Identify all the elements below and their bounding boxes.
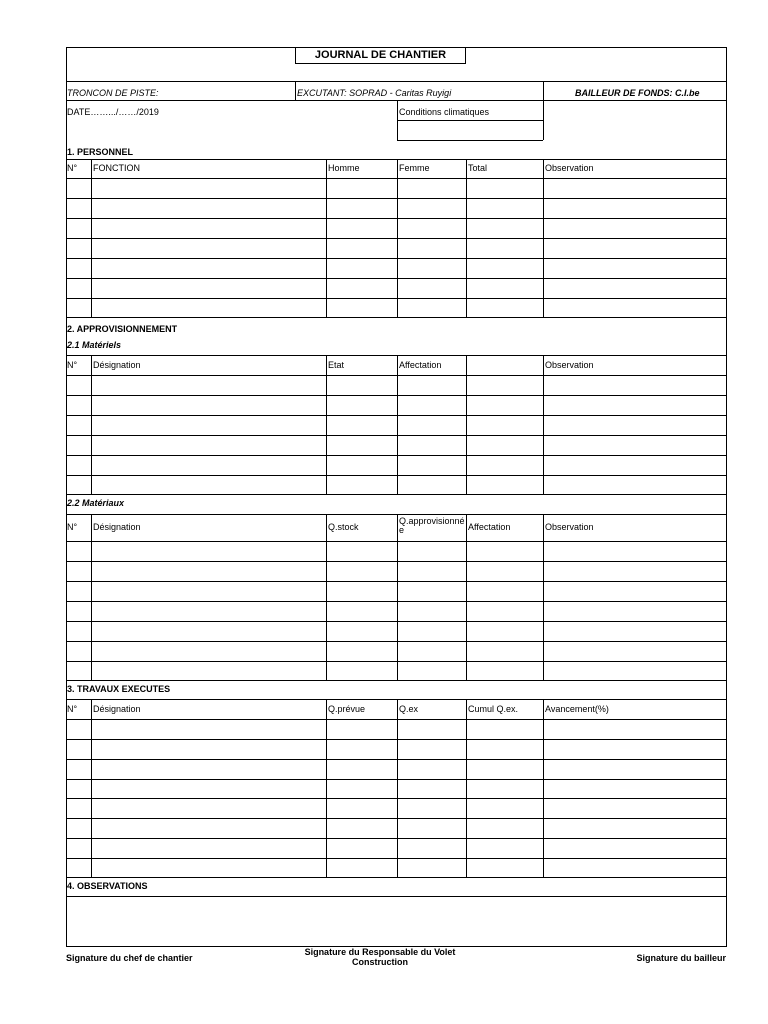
section-personnel-heading: 1. PERSONNEL xyxy=(67,147,134,157)
col-header-no: N° xyxy=(67,360,78,370)
divider xyxy=(397,140,543,141)
col-header-q-ex: Q.ex xyxy=(399,704,419,714)
col-header-fonction: FONCTION xyxy=(93,163,140,173)
col-header-avancement: Avancement(%) xyxy=(545,704,609,714)
col-header-observation: Observation xyxy=(545,360,594,370)
col-header-etat: Etat xyxy=(328,360,345,370)
date-field: DATE…….../……/2019 xyxy=(67,107,159,117)
col-header-homme: Homme xyxy=(328,163,360,173)
executant-label: EXCUTANT: SOPRAD - Caritas Ruyigi xyxy=(297,88,452,98)
section-observations-heading: 4. OBSERVATIONS xyxy=(67,881,148,891)
signature-bailleur-label: Signature du bailleur xyxy=(636,953,726,963)
observations-area xyxy=(67,897,726,946)
col-header-q-approvisionnee: Q.approvisionnée xyxy=(399,516,465,535)
col-header-affectation: Affectation xyxy=(399,360,442,370)
col-header-designation: Désignation xyxy=(93,704,141,714)
conditions-label: Conditions climatiques xyxy=(399,107,490,117)
document-title: JOURNAL DE CHANTIER xyxy=(295,47,466,64)
section-travaux-heading: 3. TRAVAUX EXECUTES xyxy=(67,684,171,694)
col-header-observation: Observation xyxy=(545,163,594,173)
col-header-q-stock: Q.stock xyxy=(328,522,359,532)
col-header-cumul-q-ex: Cumul Q.ex. xyxy=(468,704,519,714)
divider xyxy=(543,81,544,140)
col-header-q-prevue: Q.prévue xyxy=(328,704,366,714)
col-header-affectation: Affectation xyxy=(468,522,511,532)
signature-chef-label: Signature du chef de chantier xyxy=(66,953,193,963)
col-header-total: Total xyxy=(468,163,488,173)
col-header-observation: Observation xyxy=(545,522,594,532)
col-header-femme: Femme xyxy=(399,163,430,173)
col-header-no: N° xyxy=(67,163,78,173)
divider xyxy=(66,81,727,82)
col-header-no: N° xyxy=(67,522,78,532)
divider xyxy=(295,81,296,100)
subsection-materiels-heading: 2.1 Matériels xyxy=(67,340,122,350)
col-header-designation: Désignation xyxy=(93,522,141,532)
signature-responsable-label: Signature du Responsable du Volet Construction xyxy=(304,947,456,967)
divider xyxy=(397,120,543,121)
col-header-designation: Désignation xyxy=(93,360,141,370)
bailleur-label: BAILLEUR DE FONDS: C.I.be xyxy=(575,88,700,98)
troncon-label: TRONCON DE PISTE: xyxy=(67,88,159,98)
section-approvisionnement-heading: 2. APPROVISIONNEMENT xyxy=(67,324,178,334)
col-header-no: N° xyxy=(67,704,78,714)
subsection-materiaux-heading: 2.2 Matériaux xyxy=(67,498,125,508)
